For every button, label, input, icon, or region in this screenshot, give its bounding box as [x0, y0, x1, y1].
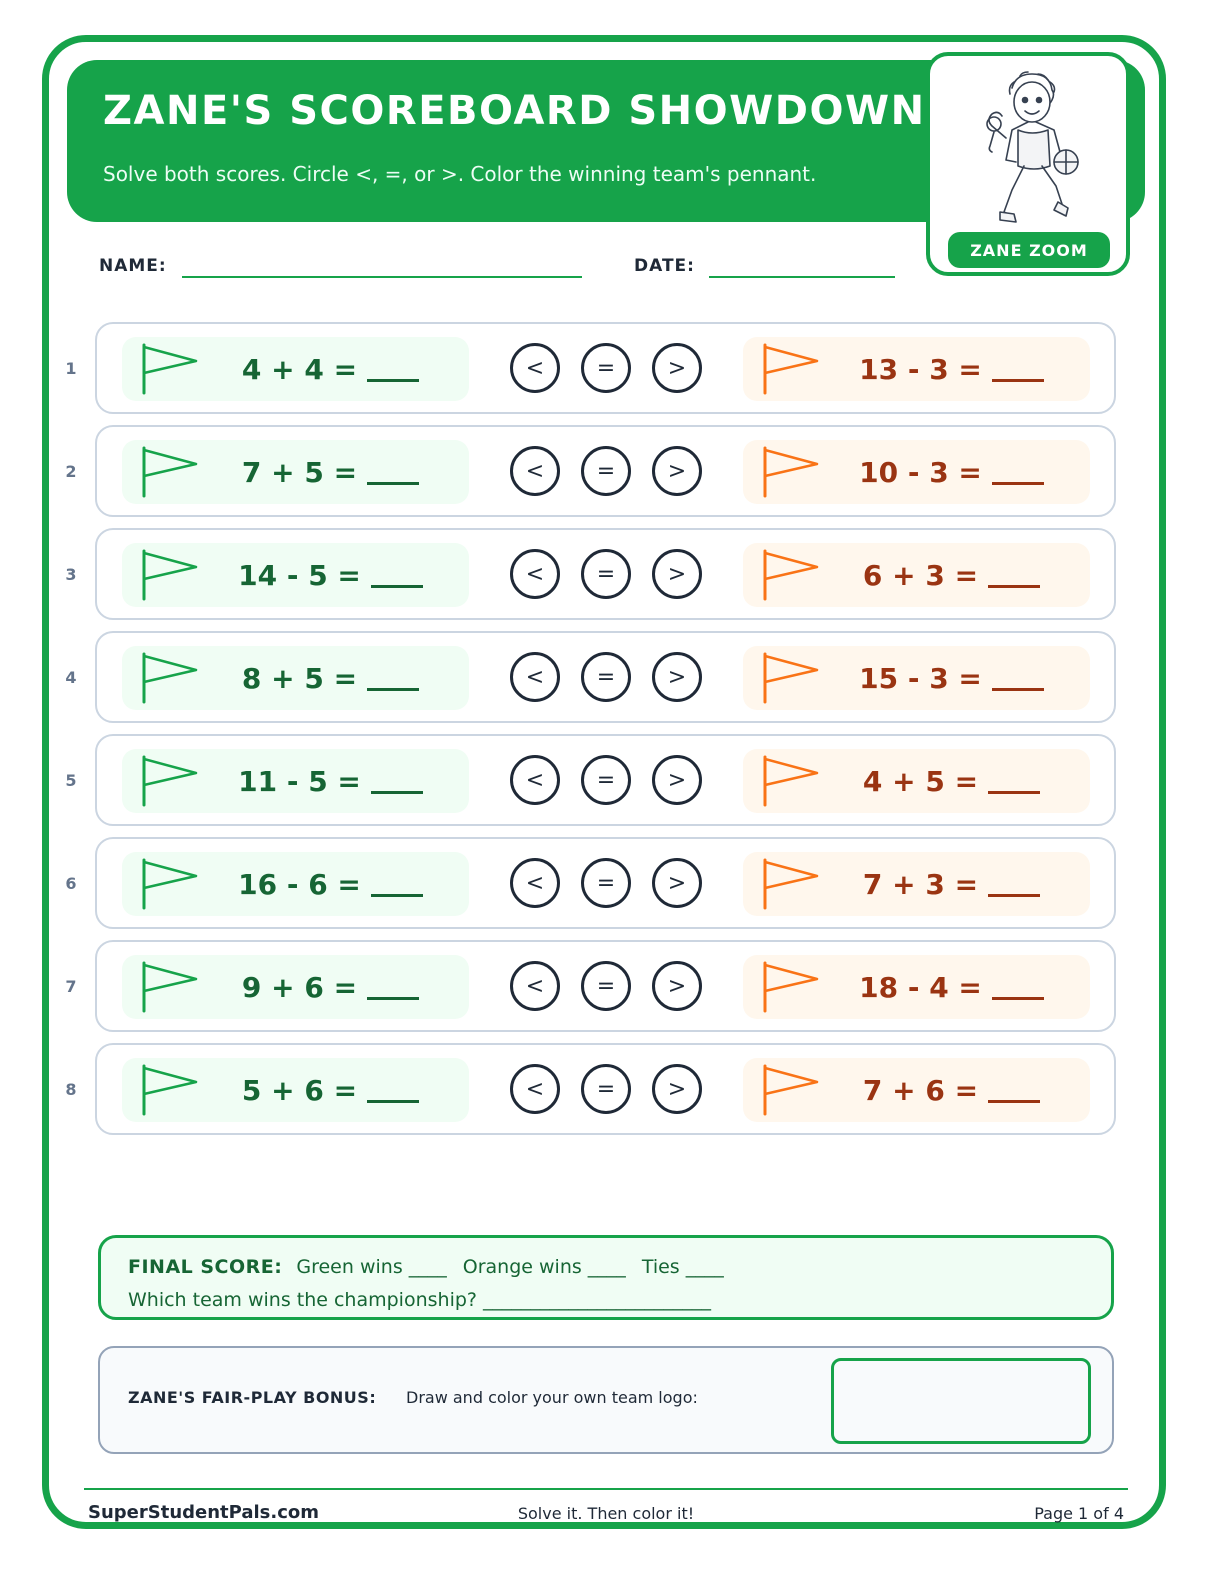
problem-number: 3	[65, 564, 77, 584]
less-than-choice[interactable]: <	[510, 446, 560, 496]
logo-drawing-box[interactable]	[831, 1358, 1091, 1444]
date-label: DATE:	[634, 256, 695, 276]
problem-row	[65, 528, 1116, 620]
green-expression: 7 + 5 =	[241, 455, 358, 489]
footer-tagline: Solve it. Then color it!	[517, 1504, 695, 1523]
equals-choice[interactable]: =	[581, 343, 631, 393]
orange-expression: 10 - 3 =	[859, 455, 982, 489]
problem-number: 7	[65, 976, 77, 996]
orange-pennant-icon[interactable]	[761, 343, 821, 395]
green-answer-blank[interactable]	[367, 975, 419, 1000]
orange-expression: 15 - 3 =	[859, 661, 982, 695]
orange-team-score	[743, 1058, 1090, 1122]
equals-choice[interactable]: =	[581, 858, 631, 908]
greater-than-choice[interactable]: >	[652, 961, 702, 1011]
page-title: ZANE'S SCOREBOARD SHOWDOWN	[103, 88, 926, 134]
date-field[interactable]	[709, 276, 895, 278]
greater-than-choice[interactable]: >	[652, 1064, 702, 1114]
orange-pennant-icon[interactable]	[761, 755, 821, 807]
problem-row	[65, 734, 1116, 826]
equals-choice[interactable]: =	[581, 755, 631, 805]
orange-expression: 6 + 3 =	[862, 558, 979, 592]
green-answer-blank[interactable]	[371, 563, 423, 588]
equals-choice[interactable]: =	[581, 549, 631, 599]
final-score-line	[128, 1256, 724, 1278]
green-wins-tally[interactable]: Green wins ____	[296, 1256, 447, 1278]
orange-team-score	[743, 749, 1090, 813]
equals-choice[interactable]: =	[581, 961, 631, 1011]
green-answer-blank[interactable]	[367, 357, 419, 382]
less-than-choice[interactable]: <	[510, 961, 560, 1011]
greater-than-choice[interactable]: >	[652, 755, 702, 805]
green-answer-blank[interactable]	[367, 460, 419, 485]
mascot-card	[926, 52, 1130, 276]
orange-expression: 4 + 5 =	[862, 764, 979, 798]
green-team-score	[122, 955, 469, 1019]
green-expression: 11 - 5 =	[238, 764, 361, 798]
orange-pennant-icon[interactable]	[761, 1064, 821, 1116]
greater-than-choice[interactable]: >	[652, 343, 702, 393]
greater-than-choice[interactable]: >	[652, 446, 702, 496]
orange-answer-blank[interactable]	[988, 1078, 1040, 1103]
less-than-choice[interactable]: <	[510, 343, 560, 393]
problem-row	[65, 1043, 1116, 1135]
orange-answer-blank[interactable]	[988, 563, 1040, 588]
footer-page-number: Page 1 of 4	[1034, 1504, 1124, 1523]
ties-tally[interactable]: Ties ____	[641, 1256, 724, 1278]
problem-row	[65, 940, 1116, 1032]
problem-number: 1	[65, 358, 77, 378]
green-expression: 4 + 4 =	[241, 352, 358, 386]
green-pennant-icon[interactable]	[140, 446, 200, 498]
green-team-score	[122, 440, 469, 504]
orange-team-score	[743, 955, 1090, 1019]
orange-team-score	[743, 852, 1090, 916]
orange-answer-blank[interactable]	[992, 460, 1044, 485]
green-answer-blank[interactable]	[367, 1078, 419, 1103]
green-team-score	[122, 337, 469, 401]
name-field[interactable]	[182, 276, 582, 278]
green-pennant-icon[interactable]	[140, 961, 200, 1013]
orange-pennant-icon[interactable]	[761, 652, 821, 704]
orange-expression: 7 + 3 =	[862, 867, 979, 901]
orange-wins-tally[interactable]: Orange wins ____	[462, 1256, 626, 1278]
green-pennant-icon[interactable]	[140, 858, 200, 910]
orange-team-score	[743, 440, 1090, 504]
instructions: Solve both scores. Circle <, =, or >. Color the winning team's pennant.	[103, 162, 817, 186]
footer-divider	[84, 1488, 1128, 1490]
greater-than-choice[interactable]: >	[652, 858, 702, 908]
equals-choice[interactable]: =	[581, 652, 631, 702]
less-than-choice[interactable]: <	[510, 549, 560, 599]
bonus-box	[98, 1346, 1114, 1454]
problem-number: 5	[65, 770, 77, 790]
orange-expression: 18 - 4 =	[859, 970, 982, 1004]
less-than-choice[interactable]: <	[510, 755, 560, 805]
orange-team-score	[743, 543, 1090, 607]
problem-row	[65, 322, 1116, 414]
green-team-score	[122, 749, 469, 813]
green-answer-blank[interactable]	[371, 872, 423, 897]
green-team-score	[122, 646, 469, 710]
green-expression: 14 - 5 =	[238, 558, 361, 592]
green-team-score	[122, 852, 469, 916]
green-expression: 5 + 6 =	[241, 1073, 358, 1107]
championship-question[interactable]: Which team wins the championship? ________________________	[128, 1289, 712, 1311]
orange-pennant-icon[interactable]	[761, 961, 821, 1013]
green-pennant-icon[interactable]	[140, 755, 200, 807]
less-than-choice[interactable]: <	[510, 652, 560, 702]
problem-row	[65, 425, 1116, 517]
mascot-illustration	[970, 66, 1094, 236]
orange-pennant-icon[interactable]	[761, 446, 821, 498]
green-answer-blank[interactable]	[367, 666, 419, 691]
green-pennant-icon[interactable]	[140, 1064, 200, 1116]
orange-team-score	[743, 646, 1090, 710]
problem-row	[65, 837, 1116, 929]
orange-pennant-icon[interactable]	[761, 549, 821, 601]
green-expression: 8 + 5 =	[241, 661, 358, 695]
orange-answer-blank[interactable]	[988, 872, 1040, 897]
green-answer-blank[interactable]	[371, 769, 423, 794]
orange-answer-blank[interactable]	[992, 975, 1044, 1000]
green-expression: 9 + 6 =	[241, 970, 358, 1004]
footer-site: SuperStudentPals.com	[88, 1502, 320, 1523]
orange-answer-blank[interactable]	[988, 769, 1040, 794]
green-expression: 16 - 6 =	[238, 867, 361, 901]
bonus-instructions: Draw and color your own team logo:	[406, 1388, 698, 1407]
equals-choice[interactable]: =	[581, 1064, 631, 1114]
green-pennant-icon[interactable]	[140, 549, 200, 601]
green-pennant-icon[interactable]	[140, 343, 200, 395]
final-score-box	[98, 1235, 1114, 1320]
green-team-score	[122, 543, 469, 607]
orange-pennant-icon[interactable]	[761, 858, 821, 910]
greater-than-choice[interactable]: >	[652, 652, 702, 702]
orange-expression: 13 - 3 =	[859, 352, 982, 386]
less-than-choice[interactable]: <	[510, 1064, 560, 1114]
problem-row	[65, 631, 1116, 723]
problem-number: 2	[65, 461, 77, 481]
greater-than-choice[interactable]: >	[652, 549, 702, 599]
final-score-label: FINAL SCORE:	[128, 1256, 283, 1278]
orange-answer-blank[interactable]	[992, 357, 1044, 382]
orange-answer-blank[interactable]	[992, 666, 1044, 691]
orange-team-score	[743, 337, 1090, 401]
equals-choice[interactable]: =	[581, 446, 631, 496]
green-pennant-icon[interactable]	[140, 652, 200, 704]
problem-number: 4	[65, 667, 77, 687]
less-than-choice[interactable]: <	[510, 858, 560, 908]
green-team-score	[122, 1058, 469, 1122]
orange-expression: 7 + 6 =	[862, 1073, 979, 1107]
problem-number: 6	[65, 873, 77, 893]
problem-number: 8	[65, 1079, 77, 1099]
bonus-label: ZANE'S FAIR-PLAY BONUS:	[128, 1388, 377, 1407]
name-label: NAME:	[99, 256, 167, 276]
mascot-name-badge: ZANE ZOOM	[948, 232, 1110, 268]
